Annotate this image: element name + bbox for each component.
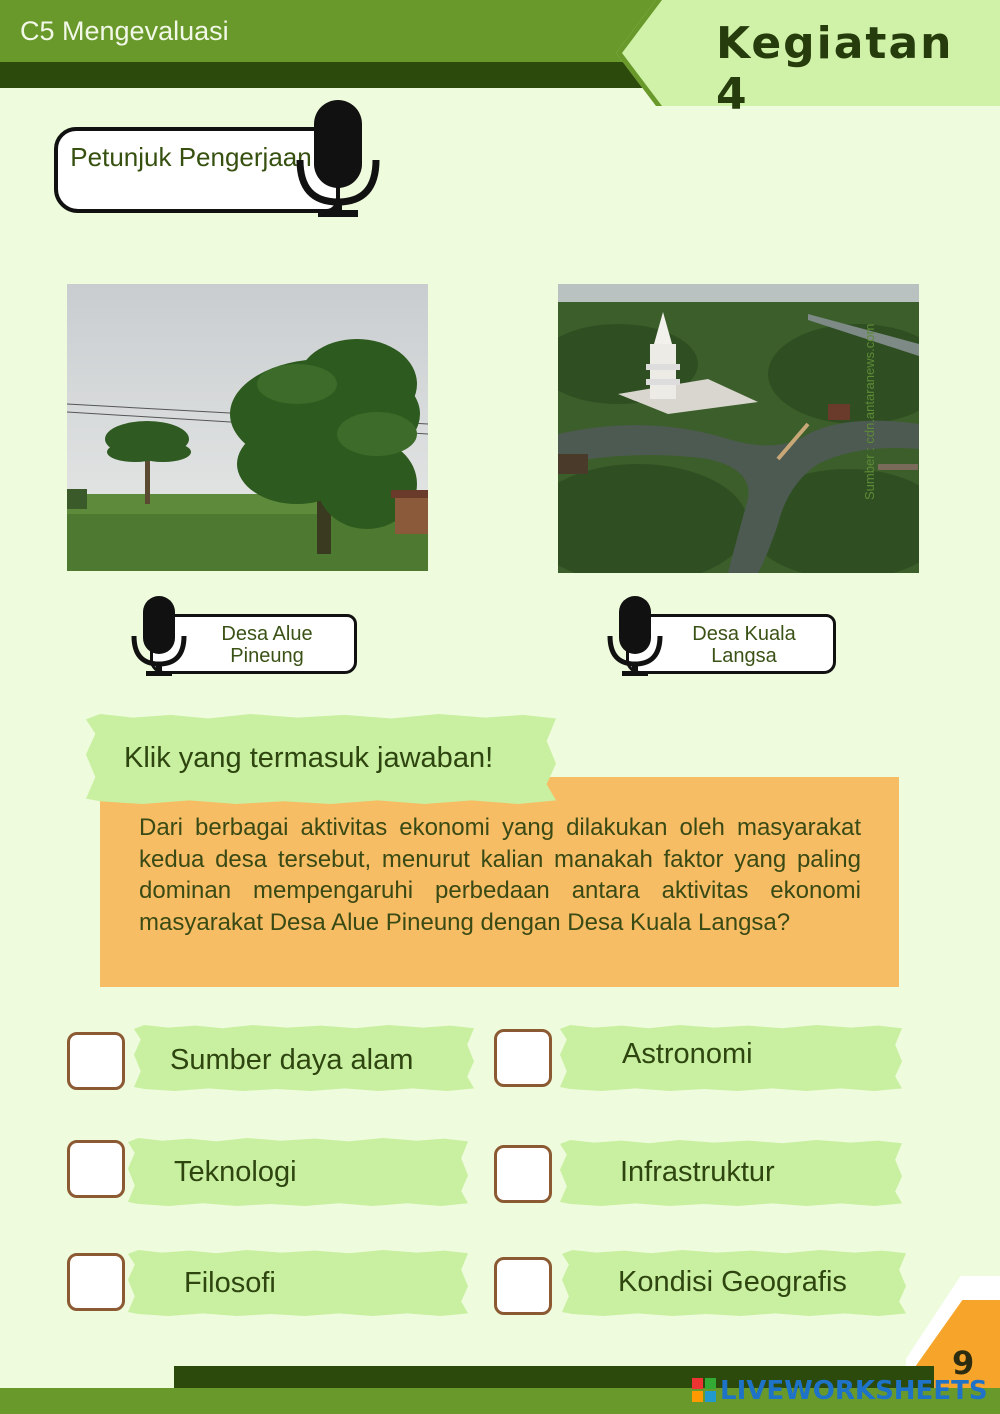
option-checkbox-filosofi[interactable] xyxy=(67,1253,125,1311)
caption-right: Desa Kuala Langsa xyxy=(692,623,796,667)
option-checkbox-kondisi-geografis[interactable] xyxy=(494,1257,552,1315)
option-checkbox-infrastruktur[interactable] xyxy=(494,1145,552,1203)
caption-left: Desa Alue Pineung xyxy=(221,623,313,667)
option-checkbox-sumber-daya-alam[interactable] xyxy=(67,1032,125,1090)
photo-source: Sumber : cdn.antaranews.com xyxy=(862,323,877,500)
option-label[interactable]: Teknologi xyxy=(174,1156,297,1188)
microphone-icon[interactable] xyxy=(606,594,664,678)
header-underline xyxy=(0,62,650,88)
instructions-label: Petunjuk Pengerjaan xyxy=(70,142,312,172)
option-checkbox-teknologi[interactable] xyxy=(67,1140,125,1198)
question-text: Dari berbagai aktivitas ekonomi yang dilakukan oleh masyarakat kedua desa tersebut, menurut kalian manakah faktor yang paling dominan mempengaruhi perbedaan antara aktivitas ekonomi masyarakat Desa Alue Pineung dengan Desa Kuala Langsa? xyxy=(139,814,861,936)
microphone-icon[interactable] xyxy=(294,98,384,220)
liveworksheets-logo-icon xyxy=(692,1378,716,1402)
option-label[interactable]: Kondisi Geografis xyxy=(618,1266,847,1298)
microphone-icon[interactable] xyxy=(130,594,188,678)
option-label[interactable]: Filosofi xyxy=(184,1267,276,1299)
option-label[interactable]: Astronomi xyxy=(622,1038,753,1070)
liveworksheets-brand[interactable]: LIVEWORKSHEETS xyxy=(720,1376,988,1406)
section-title: C5 Mengevaluasi xyxy=(20,16,229,46)
option-label[interactable]: Infrastruktur xyxy=(620,1156,775,1188)
option-label[interactable]: Sumber daya alam xyxy=(170,1044,414,1076)
page-number: 9 xyxy=(952,1344,975,1382)
option-checkbox-astronomi[interactable] xyxy=(494,1029,552,1087)
instruction-banner-text: Klik yang termasuk jawaban! xyxy=(124,742,494,774)
activity-tab-label: Kegiatan 4 xyxy=(716,18,954,120)
option-strip xyxy=(128,1250,468,1316)
photo-desa-alue-pineung xyxy=(67,284,428,571)
